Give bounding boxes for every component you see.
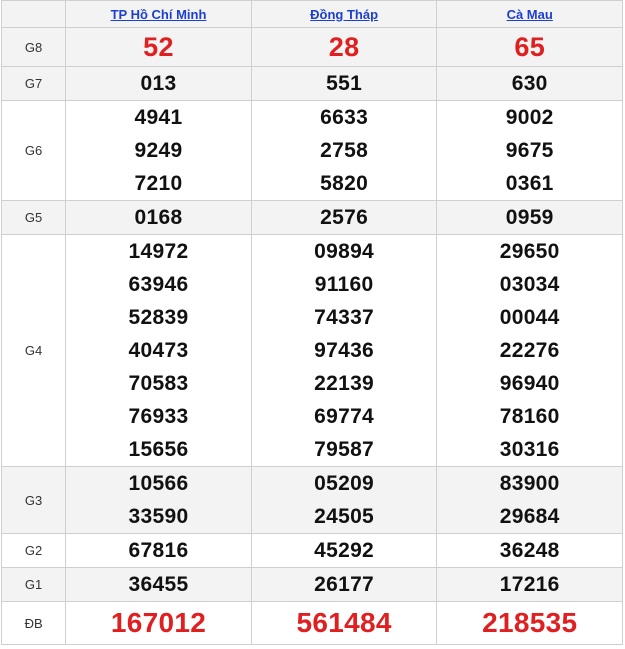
result-cell [66,467,252,534]
result-number: 33590 [128,505,189,528]
result-number: 6633 [320,106,369,129]
result-cell [66,602,252,645]
result-cell [251,467,437,534]
prize-label: G3 [2,467,66,534]
result-number: 96940 [499,372,560,395]
result-number: 05209 [314,472,375,495]
prize-row-g2 [2,534,623,568]
result-number: 10566 [128,472,189,495]
result-number: 45292 [314,539,375,562]
result-number: 28 [328,32,360,62]
result-number: 65 [514,32,546,62]
result-cell [437,534,623,568]
result-number: 52 [143,32,174,62]
special-prize-number: 561484 [296,607,392,638]
prize-row-g4 [2,235,623,467]
result-number: 15656 [128,438,189,461]
result-number: 36248 [499,539,560,562]
result-number: 9002 [505,106,554,129]
result-number: 5820 [320,172,369,195]
result-number: 69774 [314,405,375,428]
result-number: 630 [511,72,548,95]
result-cell [66,67,252,101]
result-number: 78160 [499,405,560,428]
result-number: 0168 [134,206,183,229]
result-number: 09894 [314,240,375,263]
result-cell [437,28,623,67]
result-number: 40473 [128,339,189,362]
result-number: 14972 [128,240,189,263]
result-number: 36455 [128,573,189,596]
result-number: 0959 [505,206,554,229]
result-cell [251,28,437,67]
result-cell [66,28,252,67]
result-number: 9675 [505,139,554,162]
prize-row-g1 [2,568,623,602]
result-number: 30316 [499,438,560,461]
result-cell [66,201,252,235]
prize-label: G5 [2,201,66,235]
result-number: 03034 [499,273,560,296]
result-cell [251,101,437,201]
result-cell [251,201,437,235]
province-header-1 [66,1,252,28]
result-cell [437,101,623,201]
province-link-1[interactable]: TP Hồ Chí Minh [110,6,207,22]
result-number: 83900 [499,472,560,495]
result-number: 22139 [314,372,375,395]
result-cell [251,235,437,467]
result-cell [437,67,623,101]
special-prize-number: 218535 [482,607,578,638]
result-number: 67816 [128,539,189,562]
result-cell [251,67,437,101]
prize-label: G2 [2,534,66,568]
prize-row-special [2,602,623,645]
result-number: 63946 [128,273,189,296]
prize-row-g3 [2,467,623,534]
prize-label: G1 [2,568,66,602]
prize-label: G7 [2,67,66,101]
result-number: 29650 [499,240,560,263]
result-number: 74337 [314,306,375,329]
prize-label: G8 [2,28,66,67]
result-number: 00044 [499,306,560,329]
prize-row-g6 [2,101,623,201]
result-number: 2576 [320,206,369,229]
result-number: 013 [140,72,177,95]
province-header-3 [437,1,623,28]
prize-row-g8 [2,28,623,67]
result-number: 22276 [499,339,560,362]
header-corner [2,1,66,28]
result-cell [66,568,252,602]
prize-label: ĐB [2,602,66,645]
result-cell [437,201,623,235]
result-cell [251,534,437,568]
result-number: 29684 [499,505,560,528]
result-cell [437,235,623,467]
province-link-3[interactable]: Cà Mau [506,6,553,22]
province-link-2[interactable]: Đồng Tháp [310,6,379,22]
result-number: 91160 [314,273,374,296]
result-number: 0361 [505,172,554,195]
result-cell [437,568,623,602]
result-number: 76933 [128,405,189,428]
result-number: 4941 [134,106,183,129]
result-number: 17216 [499,573,560,596]
result-number: 70583 [128,372,189,395]
result-cell [251,602,437,645]
special-prize-number: 167012 [110,607,207,638]
result-number: 79587 [314,438,375,461]
result-number: 9249 [134,139,183,162]
result-number: 7210 [134,172,183,195]
result-number: 551 [326,72,363,95]
result-number: 26177 [314,573,375,596]
result-cell [437,467,623,534]
result-cell [66,534,252,568]
lottery-results-table [1,0,623,645]
prize-label: G6 [2,101,66,201]
prize-label: G4 [2,235,66,467]
header-row [2,1,623,28]
prize-row-g7 [2,67,623,101]
result-number: 24505 [314,505,375,528]
result-number: 97436 [314,339,375,362]
result-cell [66,101,252,201]
result-cell [437,602,623,645]
result-number: 2758 [320,139,369,162]
prize-row-g5 [2,201,623,235]
province-header-2 [251,1,437,28]
result-cell [251,568,437,602]
result-number: 52839 [128,306,189,329]
result-cell [66,235,252,467]
